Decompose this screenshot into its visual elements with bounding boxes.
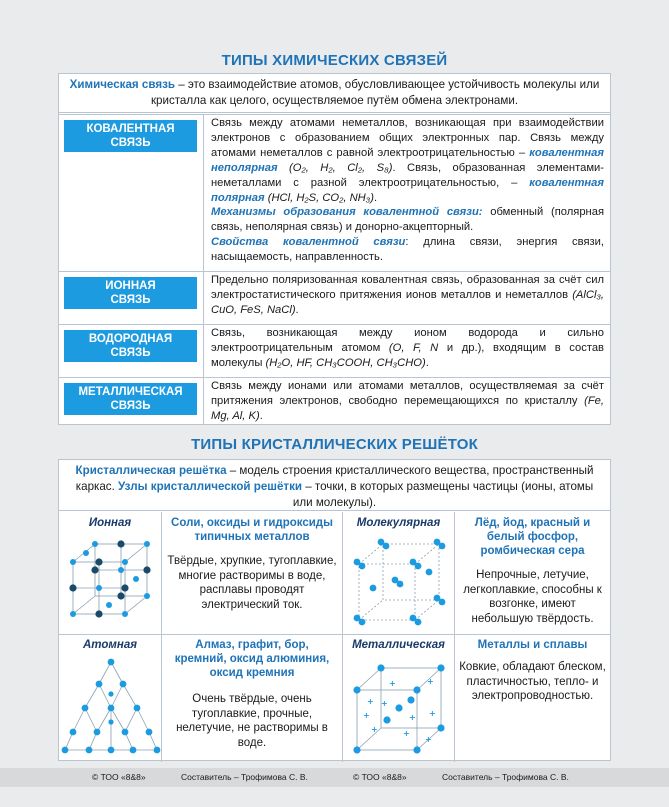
intro-text: – это взаимодействие атомов, обусловливающее устойчивость молекулы или кристалла как целого, осуществляемое путём обмена электронами. [150,78,600,107]
row-hydrogen [59,324,610,377]
section-title-lattices: ТИПЫ КРИСТАЛЛИЧЕСКИХ РЕШЁТОК [191,436,478,453]
atomic-lattice-info [162,634,343,762]
metallic-lattice-examples: Металлы и сплавы [477,639,588,651]
atomic-lattice-name: Атомная [82,639,138,651]
svg-text:+: + [425,735,432,744]
hydrogen-description: Связь, возникающая между ионом водорода и сильно электроотрицательным атомом (O, F, N и др.), входящим в состав молекулы (H₂O, HF, CH₃COOH, CH₃CHO). [211,327,605,369]
molecular-lattice-properties: Непрочные, летучие, легкоплавкие, способны к возгонке, имеют небольшую твёрдость. [463,569,602,625]
metallic-description: Связь между ионами или атомами металлов, осуществляемая за счёт притяжения электронов, свободно перемещающихся по кристаллу (Fe, Mg, Al, K). [211,380,604,422]
ionic-lattice-examples: Соли, оксиды и гидроксиды типичных металлов [171,517,333,543]
ionic-lattice-icon [61,532,161,632]
footer-author: Составитель – Трофимова С. В. [181,772,308,782]
row-ionic [59,271,610,324]
bonds-intro [59,74,610,113]
footer-author: Составитель – Трофимова С. В. [442,772,569,782]
ionic-description: Предельно поляризованная ковалентная связь, образованная за счёт сил электростатистического притяжения ионов металлов и неметаллов (AlCl₃, CuO, FeS, NaCl). [211,274,604,316]
ionic-lattice-properties: Твёрдые, хрупкие, тугоплавкие, многие растворимы в воде, расплавы проводят электрический ток. [167,555,337,611]
lattices-intro: Кристаллическая решётка – модель строения кристаллического вещества, пространственный каркас. Узлы кристаллической решётки – точки, в которых размещены частицы (ионы, атомы или молекулы). [59,460,610,511]
molecular-lattice-cell [343,512,455,634]
metallic-lattice-name: Металлическая [352,639,445,651]
molecular-lattice-info [455,512,610,634]
ionic-label: ИОННАЯ СВЯЗЬ [64,277,197,309]
metallic-lattice-icon [345,656,453,760]
row-label-cell [59,378,204,425]
hydrogen-label: ВОДОРОДНАЯ СВЯЗЬ [64,330,197,362]
molecular-lattice-icon [345,532,453,632]
row-label-cell [59,325,204,377]
atomic-lattice-icon [61,656,161,760]
footer-copyright: © ТОО «8&8» [92,772,146,782]
svg-text:+: + [403,729,410,738]
svg-text:+: + [427,677,434,686]
svg-text:+: + [429,709,436,718]
molecular-lattice-examples: Лёд, йод, красный и белый фосфор, ромбическая сера [474,517,591,557]
svg-text:+: + [409,713,416,722]
svg-text:+: + [371,725,378,734]
atomic-lattice-examples: Алмаз, графит, бор, кремний, оксид алюминия, оксид кремния [174,639,330,679]
row-metallic [59,377,610,425]
row-label-cell [59,115,204,271]
lattices-table [58,459,611,761]
atomic-lattice-cell [59,634,162,762]
covalent-description: Связь между атомами неметаллов, возникающая при взаимодействии электронов с образованием общих электронных пар. Связь между атомами неметаллов с равной электроотрицательностью – ковалентная неполярная (O₂, H₂, Cl₂, S₈). Связь, образованная элементами-неметаллами с разной электроотрицательностью, – ковалентная полярная (HCl, H₂S, CO₂, NH₃). Механизмы образования ковалентной связи: обменный (полярная связь, неполярная связь) и донорно-акцепторный. Свойства ковалентной связи: длина связи, энергия связи, насыщаемость, направленность. [211,117,605,264]
svg-text:+: + [381,699,388,708]
molecular-lattice-name: Молекулярная [356,517,441,529]
bonds-table [58,73,611,425]
svg-text:+: + [363,711,370,720]
ionic-lattice-name: Ионная [88,517,132,529]
metallic-lattice-info [455,634,610,762]
metallic-lattice-properties: Ковкие, обладают блеском, пластичностью, тепло- и электропроводностью. [459,661,606,702]
ionic-lattice-cell [59,512,162,634]
atomic-lattice-properties: Очень твёрдые, очень тугоплавкие, прочные, нелетучие, не растворимы в воде. [176,693,328,749]
metallic-lattice-cell [343,634,455,762]
footer-copyright: © ТОО «8&8» [353,772,407,782]
svg-text:+: + [367,697,374,706]
ionic-lattice-info [162,512,343,634]
section-title-bonds: ТИПЫ ХИМИЧЕСКИХ СВЯЗЕЙ [221,52,448,69]
row-covalent [59,114,610,271]
svg-text:+: + [389,679,396,688]
covalent-label: КОВАЛЕНТНАЯ СВЯЗЬ [64,120,197,152]
footer [0,768,669,787]
row-label-cell [59,272,204,324]
intro-term: Химическая связь [69,78,175,91]
metallic-label: МЕТАЛЛИЧЕСКАЯ СВЯЗЬ [64,383,197,415]
